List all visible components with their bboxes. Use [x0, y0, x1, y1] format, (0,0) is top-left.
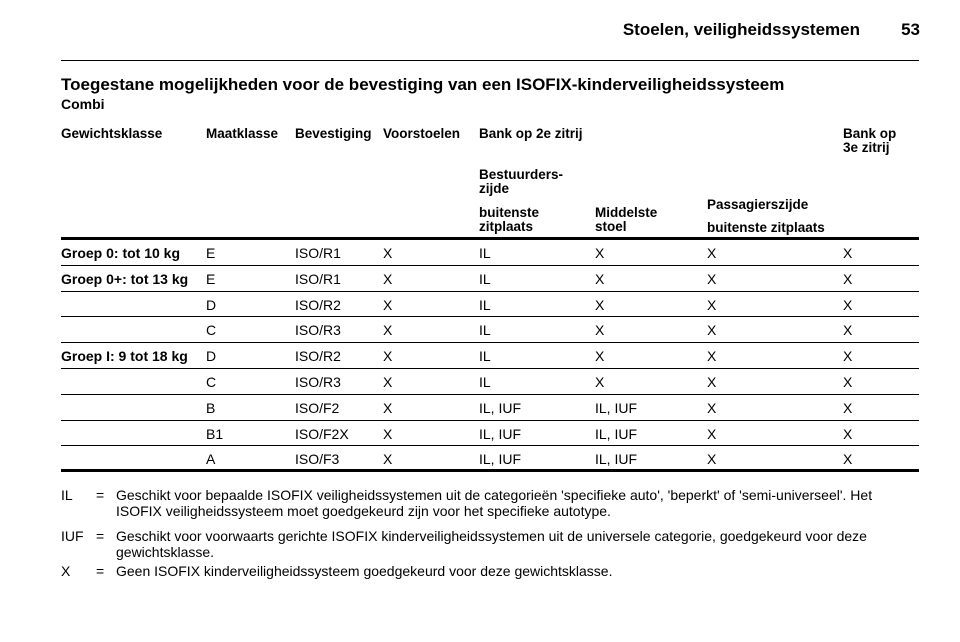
table-cell-fixture: ISO/R2 — [295, 296, 341, 313]
table-cell-passenger-side: X — [707, 348, 717, 365]
table-row-divider — [61, 445, 919, 446]
table-cell-middle-seat: IL, IUF — [595, 425, 638, 442]
header-outer-seat-line1: buitenste — [479, 205, 540, 220]
table-cell-driver-side: IL — [479, 348, 491, 365]
header-fixture: Bevestiging — [295, 126, 372, 141]
table-row-divider — [61, 342, 919, 343]
page-header-title: Stoelen, veiligheidssystemen — [622, 20, 860, 39]
table-cell-row3: X — [843, 374, 853, 390]
table-cell-row3: X — [843, 245, 853, 261]
table-cell-front-seats: X — [383, 296, 393, 313]
table-row — [61, 293, 919, 317]
table-cell-row3: X — [843, 296, 853, 313]
table-cell-passenger-side: X — [707, 245, 717, 261]
table-cell-row3: X — [843, 270, 853, 287]
page-number: 53 — [901, 20, 920, 39]
table-cell-size: B — [206, 399, 216, 416]
table-bottom-rule — [61, 469, 919, 472]
header-driver-side-line1: Bestuurders- — [479, 167, 564, 182]
table-cell-size: E — [206, 270, 216, 287]
table-cell-front-seats: X — [383, 245, 393, 261]
table-cell-row3: X — [843, 451, 853, 468]
table-row — [61, 370, 919, 394]
table-row-divider — [61, 265, 919, 266]
table-cell-row3: X — [843, 322, 853, 339]
table-cell-middle-seat: IL, IUF — [595, 399, 638, 416]
table-cell-fixture: ISO/R3 — [295, 322, 341, 339]
table-cell-fixture: ISO/R2 — [295, 348, 341, 365]
header-weight-class: Gewichtsklasse — [61, 126, 163, 141]
legend-text: Geschikt voor bepaalde ISOFIX veiligheidssystemen uit de categorieën 'specifieke auto', 'beperkt' of 'semi-universeel'. Het ISOFIX veiligheidssysteem moet goedgekeurd zijn voor het specifieke autotype. — [116, 487, 873, 519]
legend-abbreviation: IL — [61, 487, 73, 503]
table-cell-fixture: ISO/F2X — [295, 425, 349, 442]
header-size-class: Maatklasse — [206, 126, 279, 141]
table-row — [61, 267, 919, 291]
legend-text: Geschikt voor voorwaarts gerichte ISOFIX kinderveiligheidssystemen uit de universele categorie, goedgekeurd voor deze gewichtsklasse. — [116, 528, 867, 560]
table-cell-row3: X — [843, 399, 853, 416]
table-cell-driver-side: IL, IUF — [479, 425, 522, 442]
table-cell-front-seats: X — [383, 399, 393, 416]
table-row — [61, 396, 919, 420]
table-row-divider — [61, 394, 919, 395]
table-cell-middle-seat: X — [595, 374, 605, 390]
header-driver-side — [479, 168, 563, 196]
header-passenger-side: Passagierszijde — [707, 197, 809, 212]
table-cell-driver-side: IL, IUF — [479, 399, 522, 416]
section-title: Toegestane mogelijkheden voor de bevestiging van een ISOFIX-kinderveiligheidssysteem — [61, 75, 785, 94]
table-cell-middle-seat: X — [595, 245, 605, 261]
header-outer-seat — [479, 206, 539, 234]
table-cell-passenger-side: X — [707, 399, 717, 416]
table-cell-size: E — [206, 245, 216, 261]
table-cell-group: Groep 0: tot 10 kg — [61, 245, 181, 261]
table-cell-middle-seat: X — [595, 270, 605, 287]
table-cell-driver-side: IL — [479, 322, 491, 339]
table-cell-fixture: ISO/R1 — [295, 245, 341, 261]
table-cell-group: Groep I: 9 tot 18 kg — [61, 348, 188, 365]
table-cell-fixture: ISO/F2 — [295, 399, 340, 416]
table-cell-size: C — [206, 322, 217, 339]
table-cell-size: D — [206, 348, 217, 365]
table-cell-driver-side: IL — [479, 296, 491, 313]
table-cell-passenger-side: X — [707, 270, 717, 287]
table-cell-fixture: ISO/R3 — [295, 374, 341, 390]
legend-equals: = — [96, 528, 105, 544]
table-cell-driver-side: IL — [479, 270, 491, 287]
table-cell-size: A — [206, 451, 216, 468]
table-cell-group: Groep 0+: tot 13 kg — [61, 270, 189, 287]
legend-abbreviation: IUF — [61, 528, 84, 544]
table-cell-driver-side: IL — [479, 245, 491, 261]
header-middle-seat — [595, 206, 657, 234]
legend-abbreviation: X — [61, 563, 71, 579]
table-cell-fixture: ISO/F3 — [295, 451, 340, 468]
table-cell-front-seats: X — [383, 348, 393, 365]
table-cell-middle-seat: X — [595, 296, 605, 313]
table-row-divider — [61, 291, 919, 292]
header-front-seats: Voorstoelen — [383, 126, 461, 141]
header-row2: Bank op 2e zitrij — [479, 126, 583, 141]
table-cell-passenger-side: X — [707, 451, 717, 468]
table-cell-passenger-side: X — [707, 322, 717, 339]
header-middle-seat-line2: stoel — [595, 219, 627, 234]
table-cell-passenger-side: X — [707, 374, 717, 390]
header-outer-seat-line2: zitplaats — [479, 219, 534, 234]
table-cell-passenger-side: X — [707, 425, 717, 442]
table-cell-front-seats: X — [383, 374, 393, 390]
table-cell-front-seats: X — [383, 451, 393, 468]
table-cell-fixture: ISO/R1 — [295, 270, 341, 287]
header-row3-line1: Bank op — [843, 126, 897, 141]
table-row-divider — [61, 316, 919, 317]
table-cell-driver-side: IL, IUF — [479, 451, 522, 468]
table-cell-middle-seat: IL, IUF — [595, 451, 638, 468]
header-driver-side-line2: zijde — [479, 181, 510, 196]
table-cell-size: B1 — [206, 425, 224, 442]
legend-equals: = — [96, 487, 105, 503]
table-header-rule — [61, 237, 919, 240]
table-cell-size: C — [206, 374, 217, 390]
table-row-divider — [61, 420, 919, 421]
table-cell-front-seats: X — [383, 270, 393, 287]
header-passenger-outer: buitenste zitplaats — [707, 220, 825, 235]
table-cell-driver-side: IL — [479, 374, 491, 390]
table-row-divider — [61, 368, 919, 369]
table-cell-row3: X — [843, 425, 853, 442]
table-cell-front-seats: X — [383, 322, 393, 339]
table-cell-middle-seat: X — [595, 348, 605, 365]
header-rule — [61, 60, 919, 61]
table-row — [61, 344, 919, 368]
header-row3 — [843, 127, 896, 155]
section-subtitle: Combi — [61, 96, 105, 112]
table-cell-front-seats: X — [383, 425, 393, 442]
header-row3-line2: 3e zitrij — [843, 140, 890, 155]
table-cell-size: D — [206, 296, 217, 313]
table-row — [61, 422, 919, 446]
legend-equals: = — [96, 563, 105, 579]
table-row — [61, 318, 919, 342]
table-row — [61, 241, 919, 265]
legend-text: Geen ISOFIX kinderveiligheidssysteem goedgekeurd voor deze gewichtsklasse. — [116, 563, 613, 579]
header-middle-seat-line1: Middelste — [595, 205, 658, 220]
table-cell-row3: X — [843, 348, 853, 365]
table-row — [61, 447, 919, 471]
table-cell-middle-seat: X — [595, 322, 605, 339]
table-cell-passenger-side: X — [707, 296, 717, 313]
